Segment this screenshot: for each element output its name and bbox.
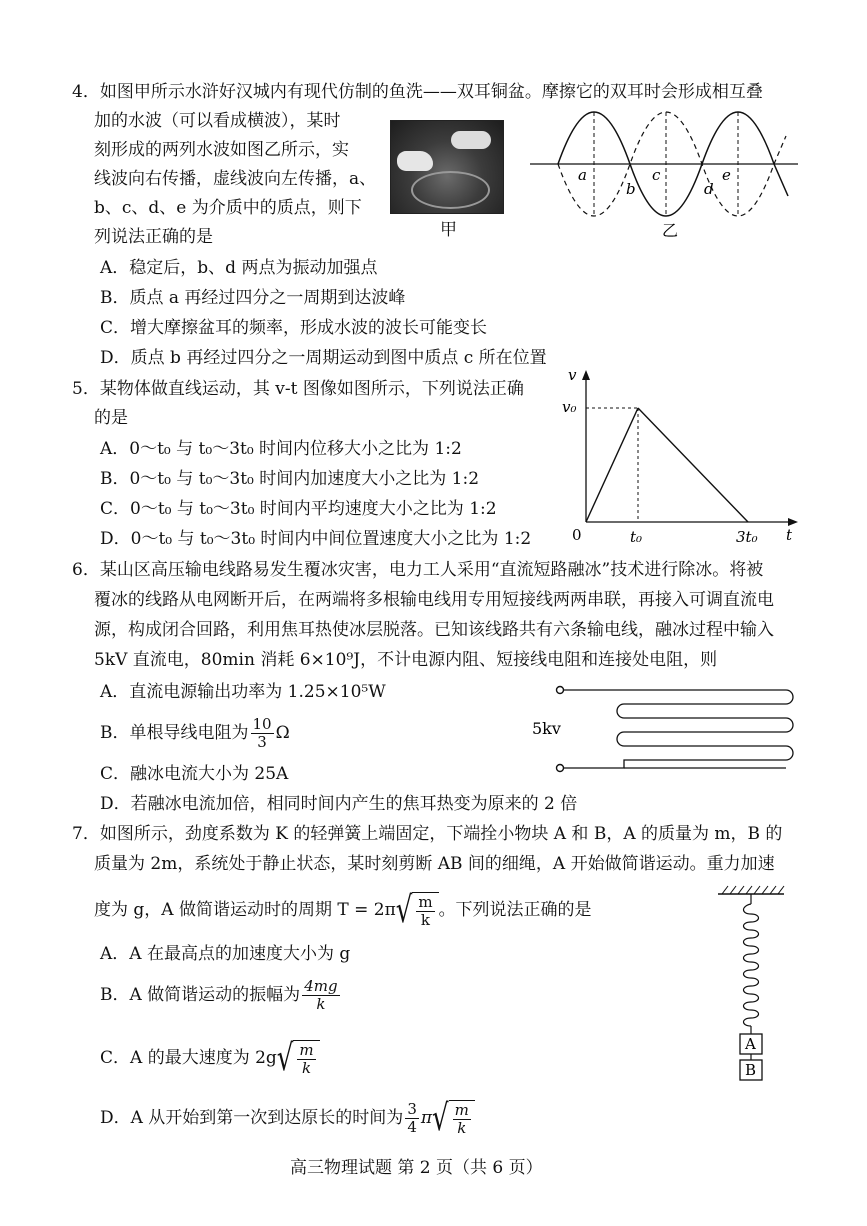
wave-figure-yi (528, 100, 800, 240)
q7-number: 7． (72, 824, 100, 844)
q6-line2: 覆冰的线路从电网断开后，在两端将多根输电线用专用短接线两两串联，再接入可调直流电 (94, 590, 774, 610)
spring-coil (744, 904, 759, 1026)
optD-sqrt-den: k (457, 1119, 467, 1137)
basin-rim (411, 171, 490, 209)
q6-option-d: D．若融冰电流加倍，相同时间内产生的焦耳热变为原来的 2 倍 (100, 794, 578, 814)
wire-spacer (620, 696, 786, 698)
q4-line2: 加的水波（可以看成横波），某时 (94, 111, 341, 131)
q7-line3-prefix: 度为 g，A 做简谐运动时的周期 T = 2π (94, 900, 396, 920)
q4-option-c: C．增大摩擦盆耳的频率，形成水波的波长可能变长 (100, 318, 488, 338)
point-a-label: a (578, 166, 587, 184)
rising-line (586, 408, 638, 522)
q4-text-line1: 如图甲所示水浒好汉城内有现代仿制的鱼洗——双耳铜盆。摩擦它的双耳时会形成相互叠 (99, 82, 763, 102)
ceiling-hatch (722, 886, 784, 894)
point-c-label: c (652, 166, 661, 184)
q6-option-c: C．融冰电流大小为 25A (100, 764, 289, 784)
q5-line2: 的是 (94, 408, 128, 428)
q7-optB-fraction (302, 978, 339, 1013)
q7-option-a: A．A 在最高点的加速度大小为 g (100, 944, 351, 964)
q7-line3-suffix: 。下列说法正确的是 (438, 900, 592, 920)
sqrt-den: k (420, 911, 430, 929)
optD-fraction (405, 1101, 419, 1136)
q7-optB-prefix: B．A 做简谐运动的振幅为 (100, 985, 301, 1005)
t-axis-arrow (788, 518, 798, 526)
origin-label: 0 (572, 526, 582, 544)
t-axis-label: t (786, 526, 793, 544)
voltage-label: 5kv (532, 719, 561, 738)
q5-option-d: D．0～t₀ 与 t₀～3t₀ 时间内中间位置速度大小之比为 1:2 (100, 529, 532, 549)
q4-option-a: A．稳定后，b、d 两点为振动加强点 (100, 258, 378, 278)
q4-option-b: B．质点 a 再经过四分之一周期到达波峰 (100, 288, 406, 308)
optC-sqrt-num: m (299, 1041, 314, 1059)
optC-sqrt-den: k (301, 1059, 312, 1077)
fig-yi-label: 乙 (662, 221, 679, 240)
t3-label: 3t₀ (736, 528, 758, 546)
page-footer: 高三物理试题 第 2 页（共 6 页） (290, 1158, 543, 1178)
terminal-top (557, 687, 564, 694)
q6-text-line1: 某山区高压输电线路易发生覆冰灾害，电力工人采用“直流短路融冰”技术进行除冰。将被 (99, 560, 764, 580)
q5-option-c: C．0～t₀ 与 t₀～3t₀ 时间内平均速度大小之比为 1:2 (100, 499, 497, 519)
falling-line (638, 408, 748, 522)
sqrt-num: m (418, 893, 433, 911)
period-sqrt: √ $\frac{m}{k}$ (396, 892, 439, 929)
optC-sqrt: √ $\frac{m}{k}$ (277, 1040, 320, 1077)
frac-den: 3 (257, 733, 267, 751)
q7-optC-prefix: C．A 的最大速度为 2g (100, 1048, 277, 1068)
spring-figure (712, 882, 792, 1092)
q6-line4: 5kV 直流电，80min 消耗 6×10⁹J，不计电源内阻、短接线电阻和连接处电阻，则 (94, 650, 718, 670)
serpentine-wire (564, 690, 793, 768)
v0-label: v₀ (562, 398, 577, 416)
q4-number: 4． (72, 82, 100, 102)
frac-num: 10 (252, 715, 272, 733)
fig-jia-label: 甲 (440, 220, 457, 240)
block-b-label: B (745, 1061, 757, 1079)
optB-num: 4mg (304, 977, 338, 995)
q4-line3: 刻形成的两列水波如图乙所示，实 (94, 140, 349, 160)
q6-optB-prefix: B．单根导线电阻为 (100, 723, 249, 743)
optD-sqrt: √ $\frac{m}{k}$ (432, 1100, 475, 1137)
q6-optB-fraction (251, 716, 274, 751)
q7-option-d (100, 1097, 475, 1140)
optD-sqrt-num: m (454, 1101, 469, 1119)
point-e-label: e (722, 166, 731, 184)
point-d-label: d (704, 180, 714, 198)
point-b-label: b (626, 180, 636, 198)
q7-option-b (100, 978, 342, 1013)
q6-option-a: A．直流电源输出功率为 1.25×10⁵W (100, 682, 386, 702)
q7-line2: 质量为 2m，系统处于静止状态，某时刻剪断 AB 间的细绳，A 开始做简谐运动。重力加速 (94, 854, 775, 874)
q4-line5: b、c、d、e 为介质中的质点，则下 (94, 198, 362, 218)
q7-line1 (72, 822, 782, 846)
q4-line6: 列说法正确的是 (94, 227, 213, 247)
q4-option-d: D．质点 b 再经过四分之一周期运动到图中质点 c 所在位置 (100, 348, 547, 368)
q6-optB-unit: Ω (275, 723, 290, 743)
q6-number: 6． (72, 560, 100, 580)
bronze-basin-photo (390, 120, 504, 214)
q6-option-b (100, 716, 290, 751)
q5-option-b: B．0～t₀ 与 t₀～3t₀ 时间内加速度大小之比为 1:2 (100, 469, 480, 489)
hand-left (397, 151, 433, 171)
q5-line1 (72, 377, 524, 401)
vt-graph (560, 362, 805, 552)
q5-option-a: A．0～t₀ 与 t₀～3t₀ 时间内位移大小之比为 1:2 (100, 439, 462, 459)
t0-label: t₀ (630, 528, 643, 546)
v-axis-label: v (568, 366, 577, 384)
q4-line4: 线波向右传播，虚线波向左传播，a、 (94, 169, 377, 189)
q7-line3 (94, 889, 592, 932)
hand-right (451, 131, 491, 149)
q7-option-c (100, 1037, 320, 1080)
optD-pi: π (420, 1108, 433, 1128)
q7-text-line1: 如图所示，劲度系数为 K 的轻弹簧上端固定，下端拴小物块 A 和 B，A 的质量为 m，B 的 (99, 824, 783, 844)
q6-line1 (72, 558, 763, 582)
optD-num: 3 (407, 1100, 417, 1118)
v-axis-arrow (582, 370, 590, 380)
q5-text-line1: 某物体做直线运动，其 v-t 图像如图所示，下列说法正确 (99, 379, 524, 399)
ice-melt-circuit (528, 680, 808, 780)
block-a-label: A (745, 1035, 756, 1053)
optD-den: 4 (407, 1118, 417, 1136)
q5-number: 5． (72, 379, 100, 399)
terminal-bottom (557, 765, 564, 772)
optB-den: k (316, 995, 326, 1013)
q7-optD-prefix: D．A 从开始到第一次到达原长的时间为 (100, 1108, 404, 1128)
q6-line3: 源，构成闭合回路，利用焦耳热使冰层脱落。已知该线路共有六条输电线，融冰过程中输入 (94, 620, 774, 640)
